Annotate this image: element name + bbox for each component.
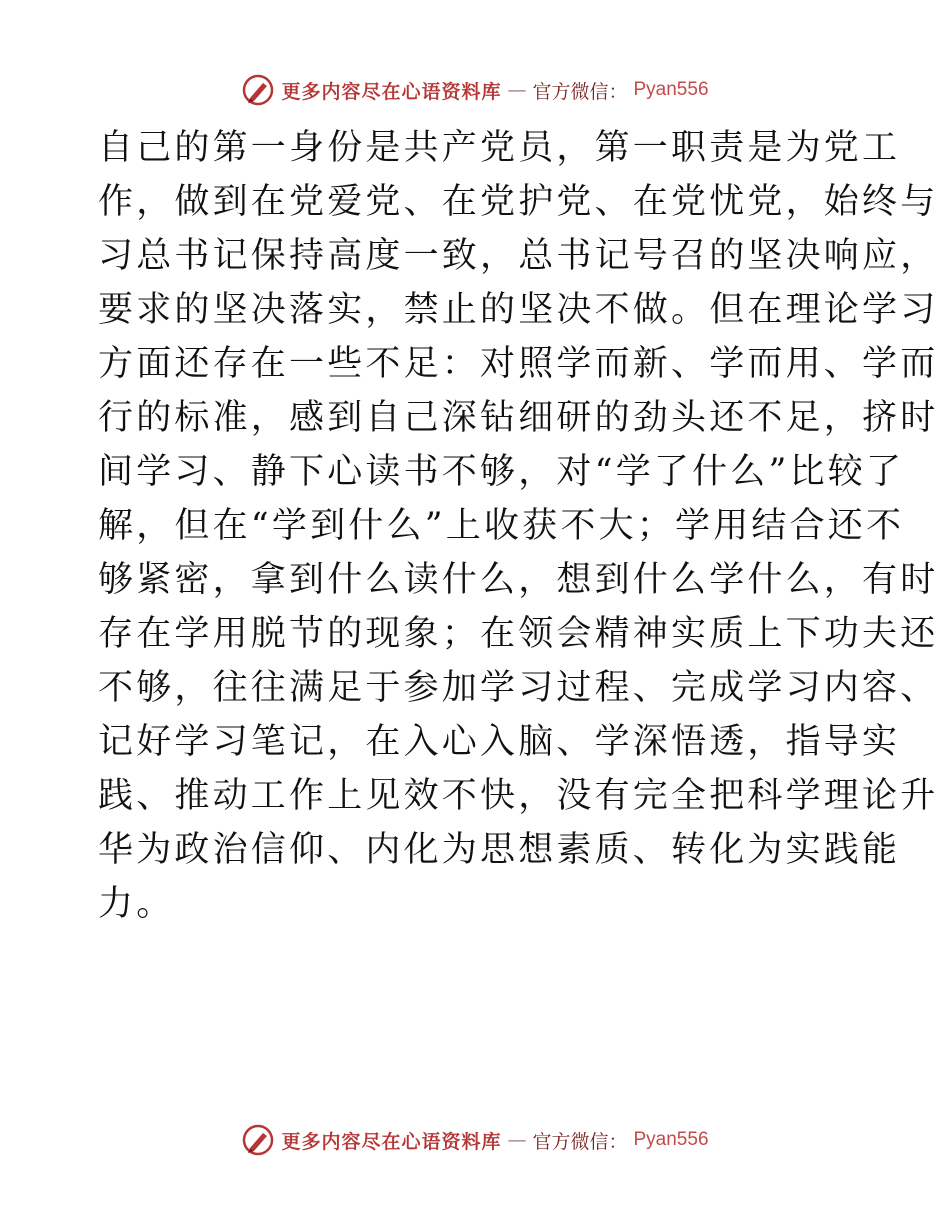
body-line: 够紧密，拿到什么读什么，想到什么学什么，有时: [98, 560, 939, 600]
body-line: 不够，往往满足于参加学习过程、完成学习内容、: [98, 668, 939, 708]
body-line: 解，但在“学到什么”上收获不大；学用结合还不: [98, 506, 905, 546]
footer-wechat-id: Pyan556: [633, 1129, 709, 1150]
body-line: 行的标准，感到自己深钻细研的劲头还不足，挤时: [98, 398, 939, 438]
footer-wechat-label: 官方微信：: [532, 1130, 628, 1153]
body-line: 力。: [98, 884, 175, 924]
footer-dash: —: [507, 1129, 527, 1151]
pen-logo-icon: [241, 73, 275, 107]
body-line: 间学习、静下心读书不够，对“学了什么”比较了: [98, 452, 905, 492]
body-line: 践、推动工作上见效不快，没有完全把科学理论升: [98, 776, 939, 816]
pen-logo-icon: [241, 1123, 275, 1157]
body-line: 习总书记保持高度一致，总书记号召的坚决响应，: [98, 236, 939, 276]
body-line: 自己的第一身份是共产党员，第一职责是为党工: [98, 128, 901, 168]
banner-wechat-id: Pyan556: [633, 79, 709, 100]
banner-dash: —: [507, 79, 527, 101]
document-body: [98, 121, 939, 931]
body-line: 存在学用脱节的现象；在领会精神实质上下功夫还: [98, 614, 939, 654]
body-line: 作，做到在党爱党、在党护党、在党忧党，始终与: [98, 182, 939, 222]
header-banner: [0, 70, 950, 110]
footer-banner: [0, 1120, 950, 1160]
banner-site-name: 更多内容尽在心语资料库: [281, 80, 502, 103]
body-line: 记好学习笔记，在入心入脑、学深悟透，指导实: [98, 722, 901, 762]
body-line: 华为政治信仰、内化为思想素质、转化为实践能: [98, 830, 901, 870]
footer-site-name: 更多内容尽在心语资料库: [281, 1130, 502, 1153]
body-line: 方面还存在一些不足：对照学而新、学而用、学而: [98, 344, 939, 384]
body-line: 要求的坚决落实，禁止的坚决不做。但在理论学习: [98, 290, 939, 330]
banner-wechat-label: 官方微信：: [532, 80, 628, 103]
